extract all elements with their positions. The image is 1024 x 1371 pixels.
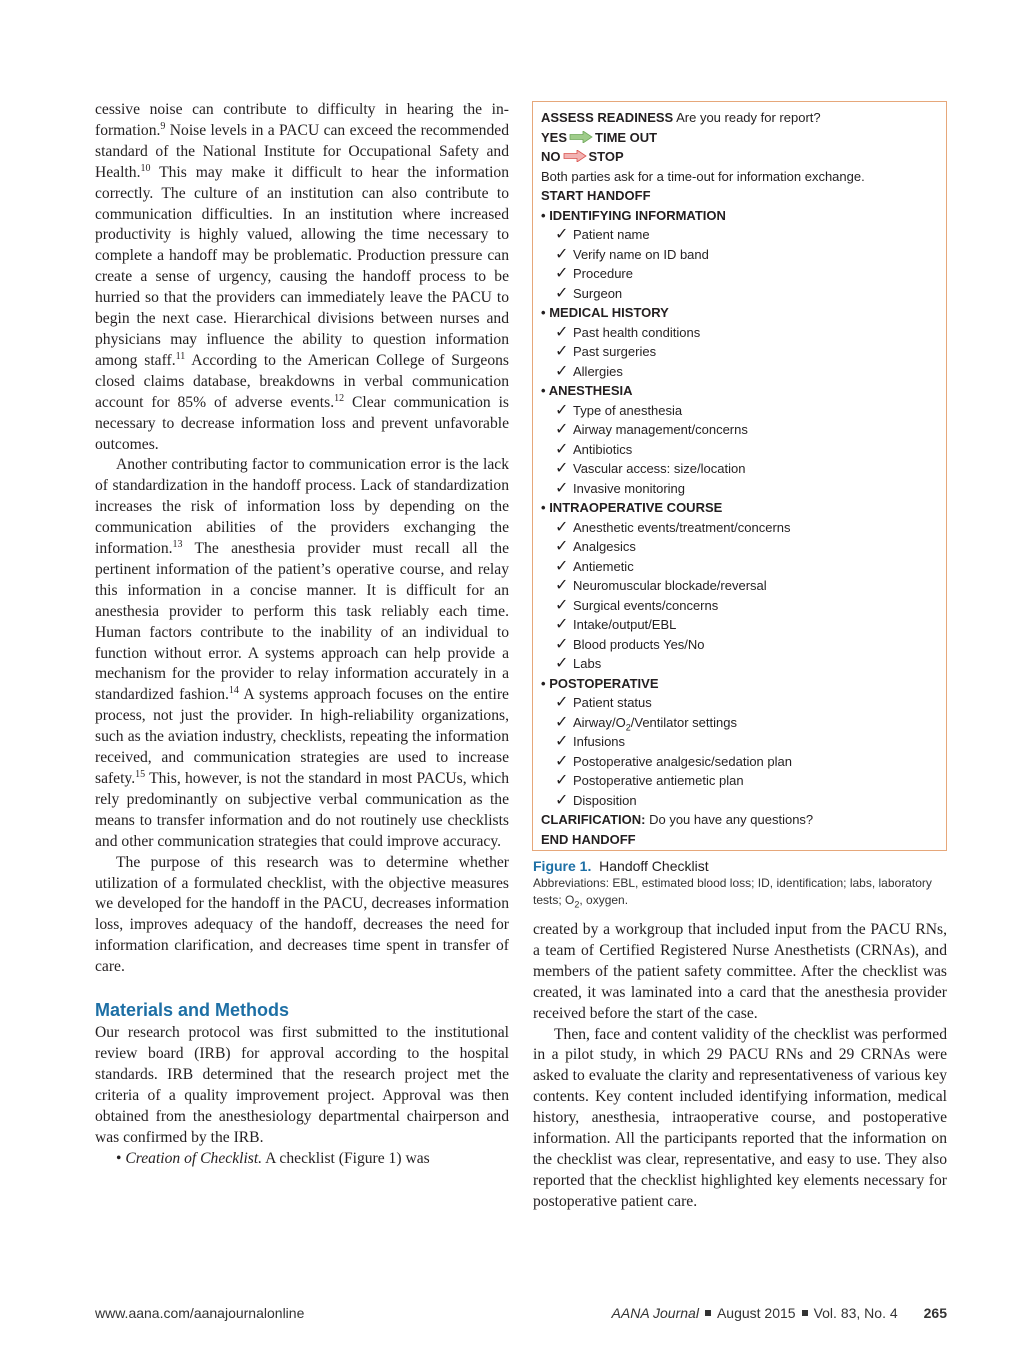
section-postoperative: • POSTOPERATIVE — [541, 675, 659, 691]
citation-ref: 12 — [334, 392, 345, 404]
paragraph: Then, face and content validity of the checklist was performed in a pilot study, in which 29 PACU RNs and 29 CRNAs were asked to evaluate the clarity and representativeness of various key contents. Key content included identifying information, medical history, anesthesia, intraoperative course, and postoperative information. All the participants reported that the information on the checklist was clear, representative, and easy to use. They also reported that the checklist highlighted key elements necessary for postoperative patient care. — [533, 1025, 947, 1210]
check-icon: ✓ — [555, 343, 569, 360]
checklist-item: ✓ Disposition — [555, 791, 637, 809]
section-heading: Materials and Methods — [95, 1000, 290, 1021]
checklist-item: ✓ Intake/output/EBL — [555, 616, 677, 633]
clarification-row: CLARIFICATION: Do you have any questions? — [541, 812, 814, 827]
checklist-item: ✓ Past health conditions — [555, 323, 701, 341]
check-icon: ✓ — [555, 460, 569, 477]
checklist-note: Both parties ask for a time-out for information exchange. — [541, 168, 865, 184]
yes-row: YES TIME OUT — [541, 129, 658, 145]
check-icon: ✓ — [555, 557, 569, 575]
caption-title: Figure 1. Handoff Checklist — [533, 858, 709, 874]
checklist-item: ✓ Vascular access: size/location — [555, 460, 746, 477]
check-icon: ✓ — [555, 421, 569, 438]
citation-ref: 14 — [228, 685, 239, 697]
page-number: 265 — [923, 1305, 947, 1321]
check-icon: ✓ — [555, 518, 569, 536]
check-icon: ✓ — [555, 713, 569, 731]
check-icon: ✓ — [555, 401, 569, 419]
paragraph: Another contributing factor to communication error is the lack of standardization in the handoff process. Lack of standardization increases the risk of information loss by depending on the communication abilities of the providers exchanging the information.$^{13}$ The anesthesia provider must recall all the pertinent information of the patient’s operative course, and relay this information in a concise manner. It is difficult for an anesthesia provider to perform this task reliably each time. Human factors contribute to the inability of an individual to function without error. A systems approach can help provide a mechanism for the provider to relay information accurately in a standardized fashion.$^{14}$ A systems approach focuses on the entire process, not just the provider. In high-reliability organizations, such as the aviation industry, checklists, repeating the information received, and communication strategies are used to increase safety.$^{15}$ This, however, is not the standard in most PACUs, which rely predominantly on subjective verbal communication as the means to transfer information and do not routinely use checklists and other communication strategies that could improve accuracy. — [95, 456, 509, 850]
start-handoff: START HANDOFF — [541, 188, 651, 203]
paragraph: cessive noise can contribute to difficulty in hearing the information.$^9$ Noise levels in a PACU can exceed the recommended standard of the National Institute for Occupational Safety and Health.$^{10}$ This may make it difficult to hear the information correctly. The culture of an institution can also contribute to communication difficulties. In an institution where increased productivity is highly valued, allowing the time necessary to complete a handoff may be problematic. Production pressure can create a sense of urgency, causing the handoff process to be hurried so that the providers can immediately leave the PACU to begin the next case. Hierarchical divisions between nurses and physicians may influence the ability to question information among staff.$^{11}$ According to the American College of Surgeons closed claims database, breakdowns in verbal communication account for 85% of adverse events.$^{12}$ Clear communication is necessary to decrease information loss and prevent unfavorable outcomes. — [95, 101, 509, 453]
check-icon: ✓ — [555, 694, 569, 711]
checklist-item: ✓ Airway management/concerns — [555, 421, 748, 438]
citation-ref: 11 — [175, 350, 186, 362]
check-icon: ✓ — [555, 440, 569, 458]
assess-readiness-row: ASSESS READINESS Are you ready for report? — [541, 110, 821, 125]
checklist-item: ✓ Analgesics — [555, 538, 636, 555]
caption-abbreviations: Abbreviations: EBL, estimated blood loss; ID, identification; labs, laboratory tests; $O_2$, oxygen. — [533, 876, 932, 910]
section-intraoperative: • INTRAOPERATIVE COURSE — [541, 500, 723, 515]
end-handoff: END HANDOFF — [541, 831, 636, 847]
section-anesthesia: • ANESTHESIA — [541, 383, 633, 398]
paragraph: • Creation of Checklist. A checklist (Figure 1) was — [116, 1149, 430, 1167]
citation-ref: 13 — [172, 538, 183, 550]
no-row: NO STOP — [541, 149, 624, 164]
checklist-item: ✓ Invasive monitoring — [555, 479, 685, 497]
checklist-item: ✓ Verify name on ID band — [555, 245, 709, 263]
section-identifying: • IDENTIFYING INFORMATION — [541, 207, 726, 223]
right-column — [533, 920, 947, 1213]
checklist-item: ✓ Patient status — [555, 694, 652, 711]
check-icon: ✓ — [555, 596, 569, 614]
check-icon: ✓ — [555, 323, 569, 341]
check-icon: ✓ — [555, 733, 569, 750]
checklist-item: ✓ Blood products Yes/No — [555, 635, 705, 653]
citation-ref: 10 — [140, 162, 151, 174]
right-arrow-icon — [563, 150, 587, 162]
square-bullet-icon — [802, 1310, 808, 1316]
checklist-item: ✓ Postoperative antiemetic plan — [555, 772, 744, 789]
checklist-item: ✓ Neuromuscular blockade/reversal — [555, 577, 767, 594]
checklist-item: ✓ Allergies — [555, 362, 623, 380]
paragraph: Our research protocol was first submitted to the institutional review board (IRB) for approval according to the hospital standards. IRB determined that the research project met the criteria of a quality improvement project. Approval was then obtained from the anesthesiology departmental chairperson and was confirmed by the IRB. — [95, 1024, 509, 1146]
journal-citation: AANA Journal August 2015 Vol. 83, No. 4 265 — [611, 1305, 947, 1321]
journal-url[interactable]: www.aana.com/aanajournalonline — [95, 1305, 305, 1321]
square-bullet-icon — [705, 1310, 711, 1316]
checklist-item: ✓ Antiemetic — [555, 557, 634, 575]
checklist-item: ✓ Infusions — [555, 733, 626, 750]
check-icon: ✓ — [555, 577, 569, 594]
checklist-item: ✓ Anesthetic events/treatment/concerns — [555, 518, 791, 536]
checklist-item: ✓ Labs — [555, 655, 602, 672]
right-arrow-icon — [569, 131, 593, 143]
checklist-item: ✓ Surgical events/concerns — [555, 596, 719, 614]
check-icon: ✓ — [555, 226, 569, 243]
check-icon: ✓ — [555, 791, 569, 809]
handoff-checklist — [532, 101, 947, 851]
check-icon: ✓ — [555, 362, 569, 380]
check-icon: ✓ — [555, 245, 569, 263]
checklist-item: ✓ Past surgeries — [555, 343, 657, 360]
section-medical-history: • MEDICAL HISTORY — [541, 305, 669, 320]
paragraph: The purpose of this research was to determine whether utilization of a formulated checklist, with the objective measures we developed for the handoff in the PACU, decreases information loss, improves adequacy of the handoff, decreases the need for information clarification, and decreases time spent in transfer of care. — [95, 853, 509, 976]
check-icon: ✓ — [555, 265, 569, 282]
citation-ref: 9 — [160, 120, 166, 132]
checklist-item: ✓ Airway/$O_2$/Ventilator settings — [555, 713, 737, 733]
check-icon: ✓ — [555, 772, 569, 789]
checklist-item: ✓ Antibiotics — [555, 440, 633, 458]
checklist-item: ✓ Procedure — [555, 265, 633, 282]
check-icon: ✓ — [555, 752, 569, 770]
check-icon: ✓ — [555, 635, 569, 653]
checklist-item: ✓ Patient name — [555, 226, 650, 243]
checklist-item: ✓ Type of anesthesia — [555, 401, 683, 419]
check-icon: ✓ — [555, 616, 569, 633]
check-icon: ✓ — [555, 655, 569, 672]
checklist-item: ✓ Surgeon — [555, 284, 623, 302]
checklist-item: ✓ Postoperative analgesic/sedation plan — [555, 752, 792, 770]
check-icon: ✓ — [555, 538, 569, 555]
check-icon: ✓ — [555, 284, 569, 302]
figure-caption — [533, 857, 947, 913]
paragraph: created by a workgroup that included input from the PACU RNs, a team of Certified Registered Nurse Anesthetists (CRNAs), and members of the patient safety committee. After the checklist was created, it was laminated into a card that the anesthesia provider received before the start of the case. — [533, 921, 947, 1022]
left-column — [95, 100, 509, 1169]
citation-ref: 15 — [135, 768, 146, 780]
check-icon: ✓ — [555, 479, 569, 497]
